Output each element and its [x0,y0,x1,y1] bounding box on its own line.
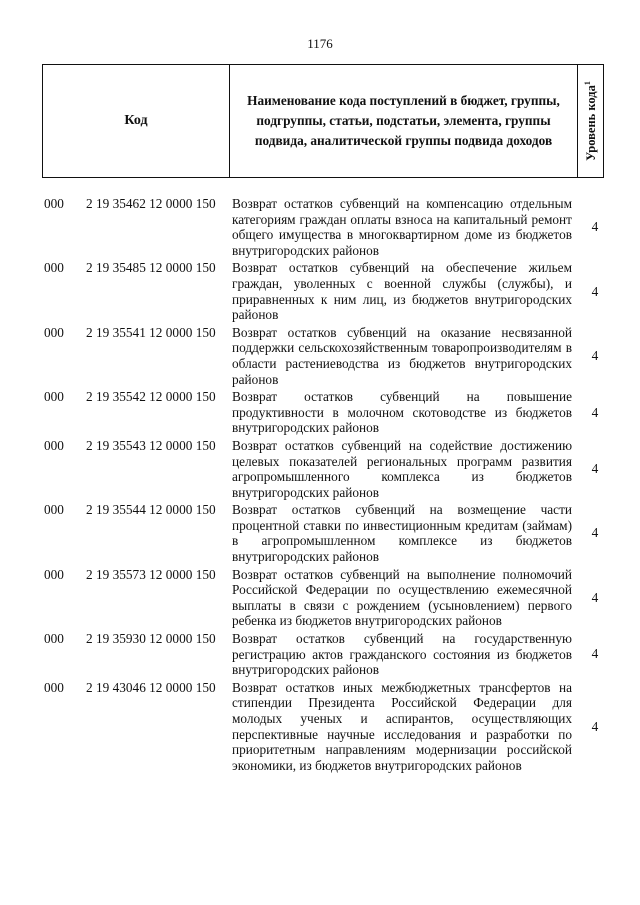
table-row [0,502,640,564]
table-header [42,64,604,178]
admin-code: 000 [44,389,64,405]
code-level: 4 [591,718,599,734]
header-code: Код [43,65,230,177]
revenue-code: 2 19 35544 12 0000 150 [86,502,216,518]
admin-code: 000 [44,196,64,211]
revenue-code: 2 19 43046 12 0000 150 [86,679,216,695]
header-level [578,65,603,177]
code-description: Возврат остатков субвенций на государственную регистрацию актов гражданского состояния из бюджетов внутригородских районов [232,631,572,678]
code-description: Возврат остатков субвенций на возмещение части процентной ставки по инвестиционным кредитам (займам) в агропромышленном комплексе из бюджетов внутригородских районов [232,502,572,565]
revenue-code: 2 19 35573 12 0000 150 [86,566,216,582]
code-level: 4 [591,347,599,363]
admin-code: 000 [44,324,64,340]
revenue-code: 2 19 35930 12 0000 150 [86,631,216,647]
admin-code: 000 [44,260,64,276]
code-description: Возврат остатков субвенций на компенсацию отдельным категориям граждан оплаты взноса на капитальный ремонт общего имущества в многоквартирном доме из бюджетов внутригородских районов [232,196,572,258]
code-level: 4 [591,461,599,477]
code-level: 4 [591,404,599,420]
revenue-code: 2 19 35485 12 0000 150 [86,260,216,276]
code-level: 4 [591,283,599,299]
header-level-text: Уровень кода [583,85,598,161]
table-row [0,196,640,258]
code-description: Возврат остатков субвенций на оказание несвязанной поддержки сельскохозяйственным товаропроизводителям в области растениеводства из бюджетов внутригородских районов [232,324,572,387]
page-number: 1176 [307,36,333,51]
revenue-code: 2 19 35543 12 0000 150 [86,437,216,453]
code-level: 4 [591,525,599,541]
revenue-code: 2 19 35541 12 0000 150 [86,324,216,340]
revenue-code: 2 19 35542 12 0000 150 [86,389,216,405]
admin-code: 000 [44,566,64,582]
table-row [0,680,640,774]
code-level: 4 [591,589,599,605]
code-description: Возврат остатков субвенций на повышение продуктивности в молочном скотоводстве из бюджетов внутригородских районов [232,389,572,436]
code-level: 4 [591,219,599,235]
table-row [0,325,640,387]
admin-code: 000 [44,502,64,518]
table-row [0,260,640,322]
admin-code: 000 [44,437,64,453]
table-row [0,567,640,629]
table-row [0,389,640,436]
admin-code: 000 [44,679,64,695]
revenue-code: 2 19 35462 12 0000 150 [86,196,216,211]
admin-code: 000 [44,631,64,647]
table-row [0,438,640,500]
code-level: 4 [591,646,599,662]
code-description: Возврат остатков субвенций на содействие достижению целевых показателей региональных программ развития агропромышленного комплекса из бюджетов внутригородских районов [232,437,572,500]
code-description: Возврат остатков субвенций на обеспечение жильем граждан, уволенных с военной службы (службы), и приравненных к ним лиц, из бюджетов внутригородских районов [232,260,572,323]
code-description: Возврат остатков иных межбюджетных трансфертов на стипендии Президента Российской Федерации для молодых ученых и аспирантов, осуществляющих перспективные научные исследования и разработки по приоритетным направлениям модернизации российской экономики, из бюджетов внутригородских районов [232,679,572,773]
header-level-footnote: 1 [582,81,592,86]
header-level-label [582,81,598,161]
code-list [0,196,640,775]
table-row [0,631,640,678]
header-name: Наименование кода поступлений в бюджет, группы, подгруппы, статьи, подстатьи, элемента, группы подвида, аналитической группы подвида доходов [230,65,578,177]
code-description: Возврат остатков субвенций на выполнение полномочий Российской Федерации по осуществлению ежемесячной выплаты в связи с рождением (усыновлением) первого ребенка из бюджетов внутригородских районов [232,566,572,629]
